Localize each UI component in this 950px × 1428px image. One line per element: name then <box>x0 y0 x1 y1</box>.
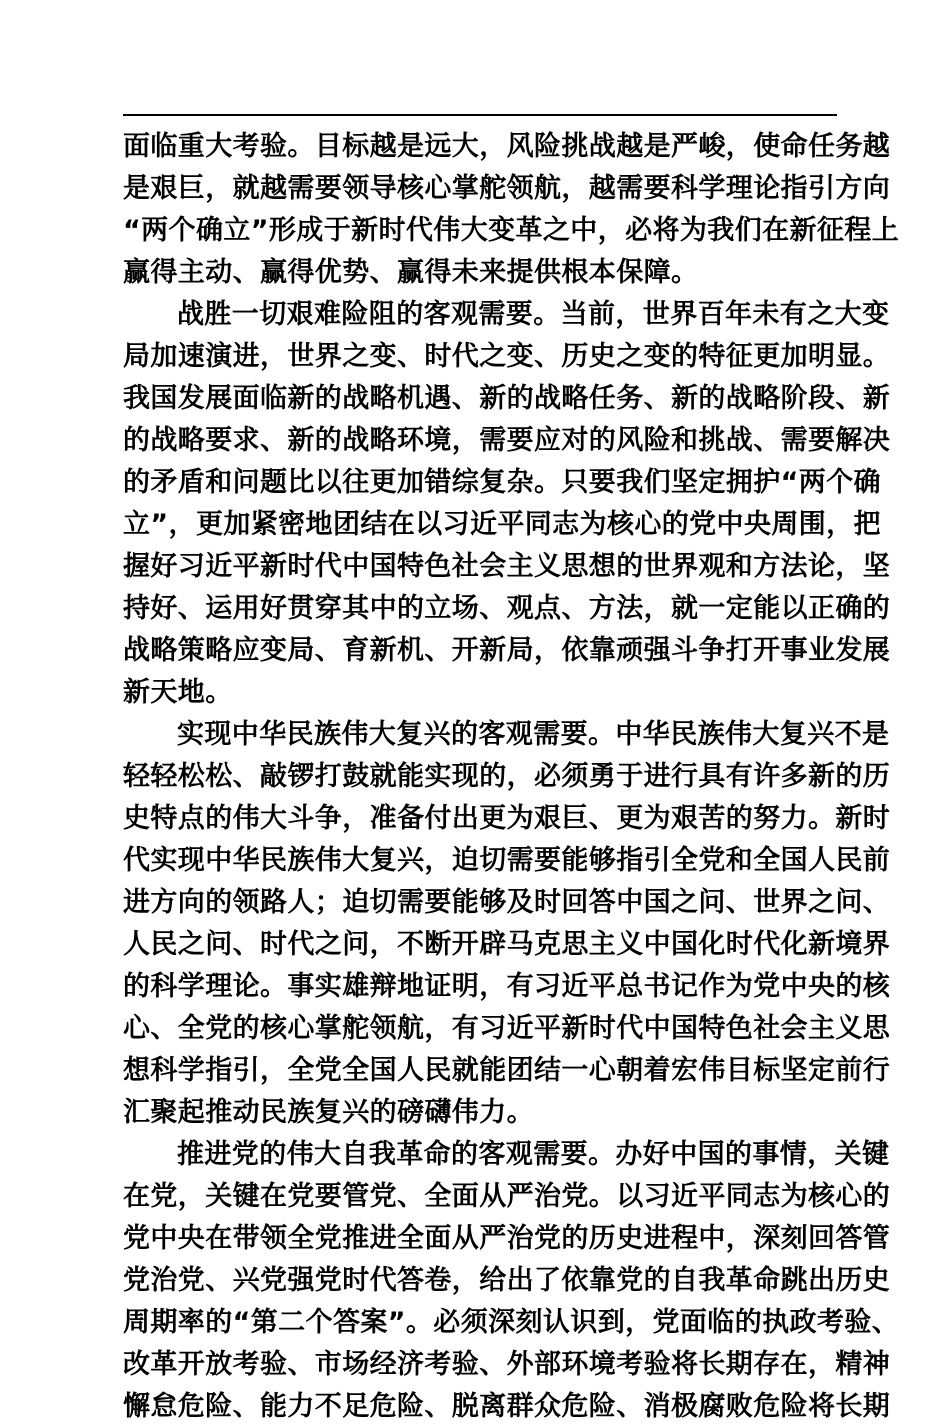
text-line: 立”，更加紧密地团结在以习近平同志为核心的党中央周围，把 <box>123 509 881 540</box>
text-line: 代实现中华民族伟大复兴，迫切需要能够指引全党和全国人民前 <box>123 845 891 876</box>
text-line: “两个确立”形成于新时代伟大变革之中，必将为我们在新征程上 <box>123 215 900 246</box>
text-line: 在党，关键在党要管党、全面从严治党。以习近平同志为核心的 <box>123 1181 891 1212</box>
text-line: 进方向的领路人；迫切需要能够及时回答中国之问、世界之问、 <box>123 887 891 918</box>
text-line: 赢得主动、赢得优势、赢得未来提供根本保障。 <box>123 257 699 288</box>
text-line: 持好、运用好贯穿其中的立场、观点、方法，就一定能以正确的 <box>123 593 891 624</box>
text-line: 局加速演进，世界之变、时代之变、历史之变的特征更加明显。 <box>123 341 891 372</box>
text-line: 战略策略应变局、育新机、开新局，依靠顽强斗争打开事业发展 <box>123 635 891 666</box>
text-line: 握好习近平新时代中国特色社会主义思想的世界观和方法论，坚 <box>123 551 891 582</box>
text-line: 的科学理论。事实雄辩地证明，有习近平总书记作为党中央的核 <box>123 971 891 1002</box>
text-line: 是艰巨，就越需要领导核心掌舵领航，越需要科学理论指引方向 <box>123 173 891 204</box>
text-line: 我国发展面临新的战略机遇、新的战略任务、新的战略阶段、新 <box>123 383 891 414</box>
paragraph-heading-line: 推进党的伟大自我革命的客观需要。办好中国的事情，关键 <box>177 1139 890 1170</box>
text-line: 党治党、兴党强党时代答卷，给出了依靠党的自我革命跳出历史 <box>123 1265 891 1296</box>
text-line: 心、全党的核心掌舵领航，有习近平新时代中国特色社会主义思 <box>123 1013 891 1044</box>
text-line: 汇聚起推动民族复兴的磅礴伟力。 <box>123 1097 534 1128</box>
text-line: 改革开放考验、市场经济考验、外部环境考验将长期存在，精神 <box>123 1349 891 1380</box>
text-line: 的战略要求、新的战略环境，需要应对的风险和挑战、需要解决 <box>123 425 891 456</box>
text-line: 史特点的伟大斗争，准备付出更为艰巨、更为艰苦的努力。新时 <box>123 803 891 834</box>
text-line: 面临重大考验。目标越是远大，风险挑战越是严峻，使命任务越 <box>123 131 891 162</box>
text-line: 新天地。 <box>123 677 233 708</box>
header-rule <box>123 114 837 116</box>
body-text <box>123 126 900 1428</box>
text-line: 周期率的“第二个答案”。必须深刻认识到，党面临的执政考验、 <box>123 1307 900 1338</box>
text-line: 轻轻松松、敲锣打鼓就能实现的，必须勇于进行具有许多新的历 <box>123 761 891 792</box>
text-line: 的矛盾和问题比以往更加错综复杂。只要我们坚定拥护“两个确 <box>123 467 881 498</box>
paragraph-heading-line: 战胜一切艰难险阻的客观需要。当前，世界百年未有之大变 <box>177 299 890 330</box>
text-line: 想科学指引，全党全国人民就能团结一心朝着宏伟目标坚定前行 <box>123 1055 891 1086</box>
text-line: 党中央在带领全党推进全面从严治党的历史进程中，深刻回答管 <box>123 1223 891 1254</box>
paragraph-heading-line: 实现中华民族伟大复兴的客观需要。中华民族伟大复兴不是 <box>177 719 890 750</box>
text-line: 人民之问、时代之问，不断开辟马克思主义中国化时代化新境界 <box>123 929 891 960</box>
text-line: 懈怠危险、能力不足危险、脱离群众危险、消极腐败危险将长期 <box>123 1391 891 1422</box>
